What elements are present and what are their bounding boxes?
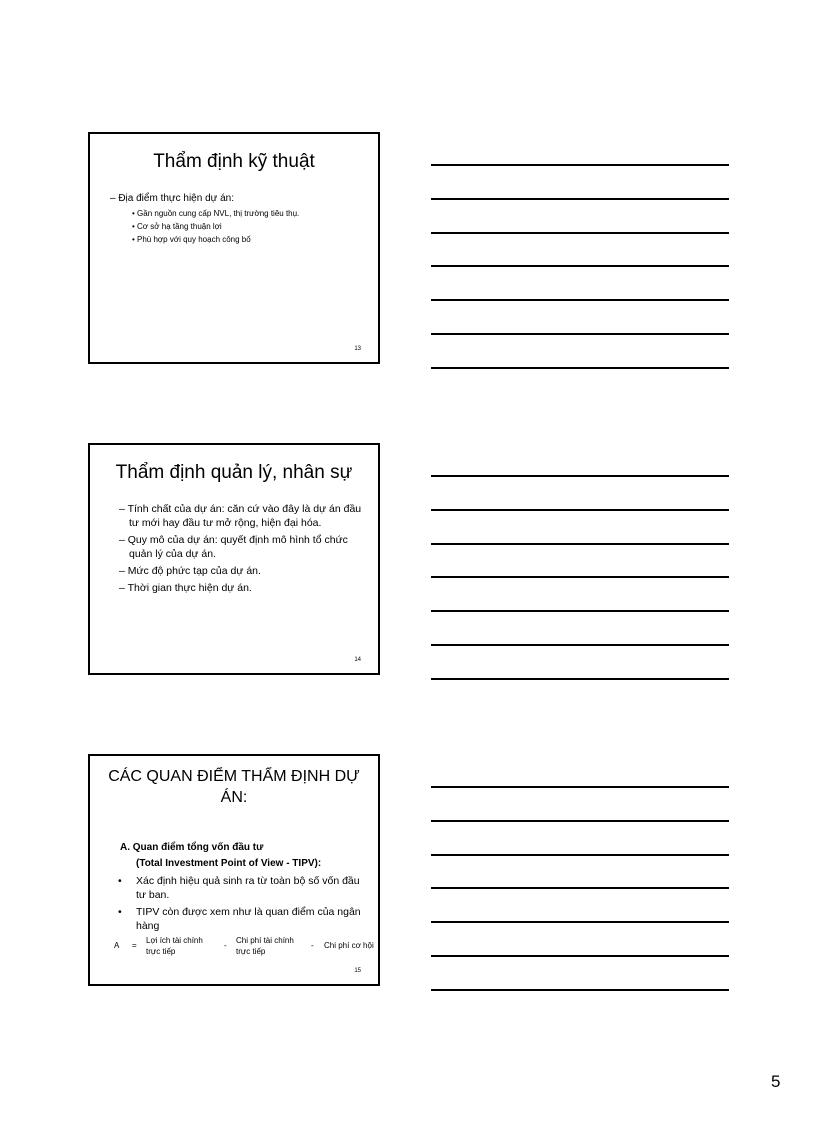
sub-list-item: • Cơ sở hạ tầng thuận lợi — [132, 222, 222, 231]
note-line — [431, 854, 729, 856]
formula-minus-2: - — [311, 941, 314, 950]
bullet-icon: • — [118, 906, 122, 918]
note-line — [431, 299, 729, 301]
slide-number: 15 — [354, 968, 361, 974]
formula-lhs: A — [114, 941, 120, 950]
sub-list-item: • Gần nguồn cung cấp NVL, thị trường tiêu thụ. — [132, 209, 300, 218]
list-item — [110, 192, 370, 246]
slide-14 — [88, 443, 380, 675]
list-item — [118, 874, 362, 902]
formula-term-2-line-2: trực tiếp — [236, 947, 266, 956]
list-item-text: Xác định hiệu quả sinh ra từ toàn bộ số vốn đầu tư ban. — [136, 875, 360, 901]
slide-number: 14 — [354, 657, 361, 663]
sub-list — [118, 207, 370, 246]
formula — [114, 936, 376, 964]
note-line — [431, 820, 729, 822]
note-line — [431, 232, 729, 234]
slide-number: 13 — [354, 346, 361, 352]
note-line — [431, 921, 729, 923]
formula-equals: = — [132, 941, 137, 950]
slide-body — [119, 502, 368, 598]
list-item-text: TIPV còn được xem như là quan điểm của ngân hàng — [136, 906, 361, 932]
note-line — [431, 887, 729, 889]
formula-term-2: Chi phí tài chính — [236, 936, 294, 945]
formula-term-1-line-2: trực tiếp — [146, 947, 176, 956]
slide-title: CÁC QUAN ĐIỂM THẨM ĐỊNH DỰ ÁN: — [108, 768, 360, 806]
note-line — [431, 644, 729, 646]
slide-title: Thẩm định kỹ thuật — [153, 151, 315, 172]
note-line — [431, 198, 729, 200]
note-line — [431, 989, 729, 991]
formula-minus-1: - — [224, 941, 227, 950]
bullet-icon: • — [118, 875, 122, 887]
heading-line: A. Quan điểm tổng vốn đầu tư — [120, 842, 264, 853]
note-line — [431, 265, 729, 267]
page-number: 5 — [771, 1072, 781, 1091]
note-line — [431, 475, 729, 477]
formula-term-3: Chi phí cơ hội — [324, 941, 374, 950]
formula-term-1: Lợi ích tài chính — [146, 936, 203, 945]
slide-13 — [88, 132, 380, 364]
heading-subline: (Total Investment Point of View - TIPV): — [136, 858, 322, 869]
sub-list-item: • Phù hợp với quy hoạch công bố — [132, 235, 251, 244]
slide-15 — [88, 754, 380, 986]
list-item: – Tính chất của dự án: căn cứ vào đây là dự án đầu tư mới hay đầu tư mở rộng, hiện đại hóa. — [119, 503, 362, 529]
note-line — [431, 678, 729, 680]
note-line — [431, 955, 729, 957]
note-line — [431, 367, 729, 369]
section-heading — [120, 840, 321, 872]
list-item: – Thời gian thực hiện dự án. — [119, 582, 252, 594]
note-line — [431, 509, 729, 511]
list-item: – Quy mô của dự án: quyết định mô hình tổ chức quản lý của dự án. — [119, 534, 348, 560]
bullet-list — [118, 874, 362, 936]
note-line — [431, 576, 729, 578]
slide-body — [110, 192, 370, 246]
list-item — [118, 905, 362, 933]
note-line — [431, 164, 729, 166]
note-line — [431, 333, 729, 335]
slide-title: Thẩm định quản lý, nhân sự — [115, 462, 353, 483]
note-line — [431, 786, 729, 788]
list-item-text: – Địa điểm thực hiện dự án: — [110, 193, 235, 204]
note-line — [431, 543, 729, 545]
list-item: – Mức độ phức tạp của dự án. — [119, 565, 261, 577]
note-line — [431, 610, 729, 612]
